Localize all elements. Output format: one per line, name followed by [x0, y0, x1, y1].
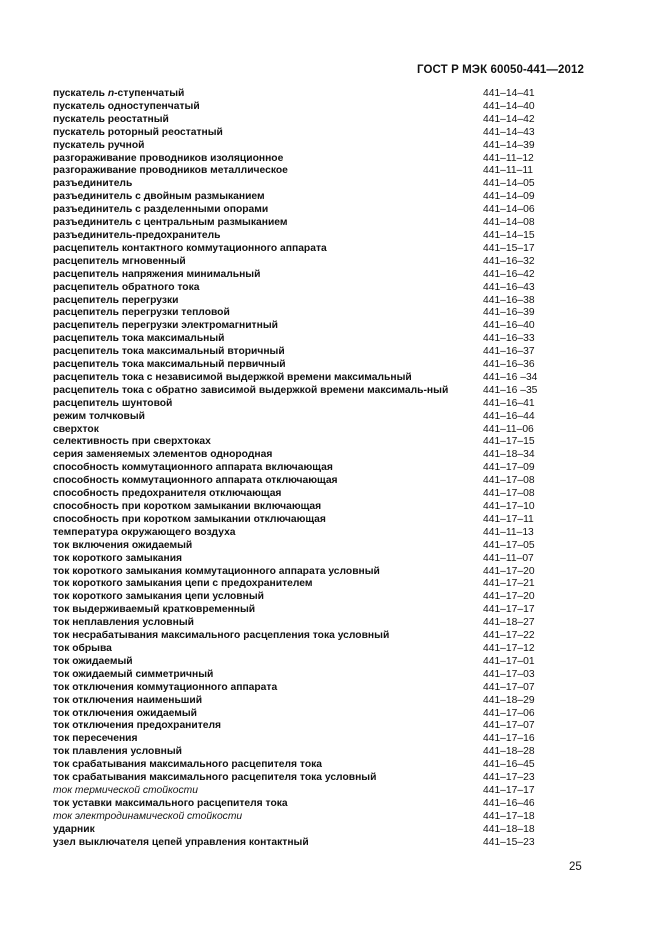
entry-term — [53, 88, 477, 101]
entry-term: режим толчковый — [53, 410, 145, 422]
index-entry — [53, 591, 553, 604]
index-entry — [53, 88, 553, 101]
entry-term: ток электродинамической стойкости — [53, 810, 243, 822]
index-entry — [53, 114, 553, 127]
entry-term: способность коммутационного аппарата отключающая — [53, 475, 338, 487]
entry-term: ток отключения предохранителя — [53, 720, 222, 732]
entry-code: 441–17–06 — [483, 707, 535, 719]
index-entry — [53, 333, 553, 346]
entry-code: 441–16 –34 — [483, 371, 538, 383]
entry-term: пускатель реостатный — [53, 113, 169, 125]
index-entry — [53, 733, 553, 746]
entry-term: ток короткого замыкания цепи условный — [53, 591, 264, 603]
entry-code: 441–11–11 — [483, 165, 534, 177]
entry-term: способность предохранителя отключающая — [53, 488, 282, 500]
index-entry — [53, 656, 553, 669]
entry-term: ток плавления условный — [53, 746, 183, 758]
index-entry — [53, 127, 553, 140]
entry-code: 441–16–37 — [483, 346, 535, 358]
index-entry — [53, 759, 553, 772]
index-entry — [53, 824, 553, 837]
entry-code: 441–17–01 — [483, 655, 535, 667]
index-entry — [53, 398, 553, 411]
entry-code: 441–14–08 — [483, 217, 535, 229]
entry-term: разъединитель с разделенными опорами — [53, 204, 269, 216]
entry-term: ток ожидаемый симметричный — [53, 668, 214, 680]
index-entry — [53, 269, 553, 282]
entry-code: 441–17–09 — [483, 462, 535, 474]
index-entry — [53, 540, 553, 553]
entry-term: расцепитель тока с независимой выдержкой времени максимальный — [53, 371, 412, 383]
index-entry — [53, 462, 553, 475]
index-entry — [53, 411, 553, 424]
entry-term: расцепитель перегрузки тепловой — [53, 307, 230, 319]
index-entry — [53, 630, 553, 643]
entry-term: расцепитель обратного тока — [53, 281, 200, 293]
index-entry — [53, 488, 553, 501]
index-entry — [53, 527, 553, 540]
entry-code: 441–17–20 — [483, 565, 535, 577]
index-entry — [53, 811, 553, 824]
entry-code: 441–17–05 — [483, 539, 535, 551]
standard-header: ГОСТ Р МЭК 60050-441—2012 — [417, 64, 584, 76]
index-entry — [53, 230, 553, 243]
entry-code: 441–17–22 — [483, 630, 535, 642]
entry-code: 441–17–08 — [483, 488, 535, 500]
entry-term-italic: n — [107, 88, 115, 99]
entry-code: 441–17–03 — [483, 668, 535, 680]
index-entry — [53, 385, 553, 398]
entry-code: 441–11–13 — [483, 526, 534, 538]
entry-code: 441–17–17 — [483, 604, 535, 616]
entry-code: 441–17–18 — [483, 810, 535, 822]
entry-code: 441–14–05 — [483, 178, 535, 190]
entry-term: разгораживание проводников изоляционное — [53, 152, 284, 164]
index-entry — [53, 578, 553, 591]
entry-term: пускатель роторный реостатный — [53, 126, 223, 138]
entry-term: ток отключения коммутационного аппарата — [53, 681, 278, 693]
entry-code: 441–14–39 — [483, 139, 535, 151]
entry-term: ток срабатывания максимального расцепителя тока условный — [53, 772, 377, 784]
index-entry — [53, 798, 553, 811]
index-entry — [53, 449, 553, 462]
index-entry — [53, 436, 553, 449]
entry-term: ток неплавления условный — [53, 617, 194, 629]
entry-code: 441–16–33 — [483, 333, 535, 345]
entry-term: ток пересечения — [53, 733, 138, 745]
index-entry — [53, 514, 553, 527]
index-entry — [53, 708, 553, 721]
entry-term: сверхток — [53, 423, 99, 435]
index-entry — [53, 165, 553, 178]
entry-code: 441–16–41 — [483, 397, 535, 409]
index-entry — [53, 772, 553, 785]
entry-term: ток включения ожидаемый — [53, 539, 193, 551]
index-entry — [53, 307, 553, 320]
index-entry — [53, 178, 553, 191]
entry-code: 441–11–07 — [483, 552, 534, 564]
entry-code: 441–17–21 — [483, 578, 535, 590]
entry-code: 441–16–32 — [483, 255, 535, 267]
index-entry — [53, 695, 553, 708]
index-entry — [53, 204, 553, 217]
entry-code: 441–17–08 — [483, 475, 535, 487]
entry-code: 441–16–45 — [483, 759, 535, 771]
entry-term: разъединитель-предохранитель — [53, 229, 221, 241]
entry-term: ток срабатывания максимального расцепителя тока — [53, 759, 322, 771]
entry-code: 441–15–23 — [483, 836, 535, 848]
entry-code: 441–14–06 — [483, 204, 535, 216]
entry-code: 441–16–44 — [483, 410, 535, 422]
entry-code: 441–18–29 — [483, 694, 535, 706]
index-entry — [53, 785, 553, 798]
entry-term: разгораживание проводников металлическое — [53, 165, 288, 177]
entry-term: разъединитель — [53, 178, 133, 190]
entry-term: пускатель одноступенчатый — [53, 100, 200, 112]
entry-code: 441–14–40 — [483, 100, 535, 112]
entry-term: температура окружающего воздуха — [53, 526, 236, 538]
index-entry — [53, 475, 553, 488]
index-entry — [53, 346, 553, 359]
index-entry — [53, 720, 553, 733]
entry-term: ток отключения ожидаемый — [53, 707, 198, 719]
entry-code: 441–16–38 — [483, 294, 535, 306]
entry-term: ток короткого замыкания коммутационного аппарата условный — [53, 565, 380, 577]
index-entry — [53, 153, 553, 166]
index-entry — [53, 669, 553, 682]
entry-term: ток уставки максимального расцепителя тока — [53, 797, 288, 809]
entry-code: 441–16–43 — [483, 281, 535, 293]
entry-term: расцепитель тока максимальный вторичный — [53, 346, 285, 358]
entry-term: расцепитель перегрузки — [53, 294, 179, 306]
entry-term: способность коммутационного аппарата включающая — [53, 462, 333, 474]
index-entry — [53, 101, 553, 114]
entry-term-prefix: пускатель — [53, 88, 108, 99]
entry-code: 441–16–39 — [483, 307, 535, 319]
entry-term: расцепитель тока максимальный — [53, 333, 225, 345]
index-entry — [53, 359, 553, 372]
entry-code: 441–16–40 — [483, 320, 535, 332]
entry-code: 441–18–28 — [483, 746, 535, 758]
index-entry — [53, 295, 553, 308]
entry-term: ток обрыва — [53, 642, 112, 654]
index-entry — [53, 424, 553, 437]
entry-code: 441–17–20 — [483, 591, 535, 603]
entry-term: расцепитель контактного коммутационного аппарата — [53, 242, 327, 254]
index-entry — [53, 682, 553, 695]
index-entry — [53, 191, 553, 204]
entry-code: 441–17–07 — [483, 681, 535, 693]
index-entry — [53, 140, 553, 153]
entry-term: пускатель ручной — [53, 139, 145, 151]
entry-code: 441–17–10 — [483, 501, 535, 512]
entry-code: 441–14–42 — [483, 113, 535, 125]
entry-code: 441–17–11 — [483, 513, 534, 525]
entry-code: 441–18–18 — [483, 823, 535, 835]
entry-term: ток термической стойкости — [53, 784, 198, 796]
entry-code: 441–15–17 — [483, 242, 535, 254]
entry-term: ток ожидаемый — [53, 655, 133, 667]
entry-code: 441–16–46 — [483, 797, 535, 809]
index-entry — [53, 837, 553, 850]
entry-code: 441–14–41 — [483, 88, 535, 99]
entry-code: 441–11–12 — [483, 152, 534, 164]
page-number: 25 — [569, 861, 582, 873]
entry-code: 441–17–07 — [483, 720, 535, 732]
entry-term: расцепитель перегрузки электромагнитный — [53, 320, 278, 332]
entry-code: 441–11–06 — [483, 423, 534, 435]
index-entry — [53, 320, 553, 333]
index-entry — [53, 217, 553, 230]
index-entry — [53, 553, 553, 566]
entry-code: 441–17–17 — [483, 784, 535, 796]
index-entry — [53, 243, 553, 256]
index-entry — [53, 282, 553, 295]
entry-code: 441–14–09 — [483, 191, 535, 203]
entry-term: селективность при сверхтоках — [53, 436, 211, 448]
index-entry — [53, 643, 553, 656]
entry-term: разъединитель с центральным размыканием — [53, 217, 288, 229]
entry-code: 441–16 –35 — [483, 384, 538, 396]
entry-term-rest: -ступенчатый — [114, 88, 185, 99]
entry-term: ток короткого замыкания цепи с предохранителем — [53, 578, 313, 590]
index-entry — [53, 372, 553, 385]
entry-term: ток короткого замыкания — [53, 552, 183, 564]
index-entry — [53, 566, 553, 579]
entry-term: способность при коротком замыкании отключающая — [53, 513, 326, 525]
index-entry — [53, 617, 553, 630]
entry-term: разъединитель с двойным размыканием — [53, 191, 265, 203]
entry-code: 441–18–34 — [483, 449, 535, 461]
entry-term: серия заменяемых элементов однородная — [53, 449, 273, 461]
entry-term: расцепитель тока с обратно зависимой выдержкой времени максималь-ный — [53, 384, 449, 396]
entry-code: 441–16–36 — [483, 359, 535, 371]
entry-code: 441–17–16 — [483, 733, 535, 745]
entry-term: ударник — [53, 823, 95, 835]
term-index-list — [53, 88, 553, 849]
entry-code: 441–18–27 — [483, 617, 535, 629]
entry-term: ток несрабатывания максимального расцепления тока условный — [53, 630, 390, 642]
entry-code: 441–16–42 — [483, 268, 535, 280]
index-entry — [53, 604, 553, 617]
entry-term: расцепитель тока максимальный первичный — [53, 359, 286, 371]
entry-term: ток отключения наименьший — [53, 694, 203, 706]
entry-code: 441–17–15 — [483, 436, 535, 448]
entry-code: 441–14–43 — [483, 126, 535, 138]
entry-term: узел выключателя цепей управления контактный — [53, 836, 309, 848]
index-entry — [53, 256, 553, 269]
entry-term: расцепитель шунтовой — [53, 397, 173, 409]
entry-term: способность при коротком замыкании включающая — [53, 501, 322, 512]
entry-code: 441–14–15 — [483, 229, 535, 241]
entry-term: ток выдерживаемый кратковременный — [53, 604, 256, 616]
entry-term: расцепитель напряжения минимальный — [53, 268, 261, 280]
index-entry — [53, 746, 553, 759]
entry-term: расцепитель мгновенный — [53, 255, 186, 267]
entry-code: 441–17–23 — [483, 772, 535, 784]
entry-code: 441–17–12 — [483, 642, 535, 654]
index-entry — [53, 501, 553, 514]
